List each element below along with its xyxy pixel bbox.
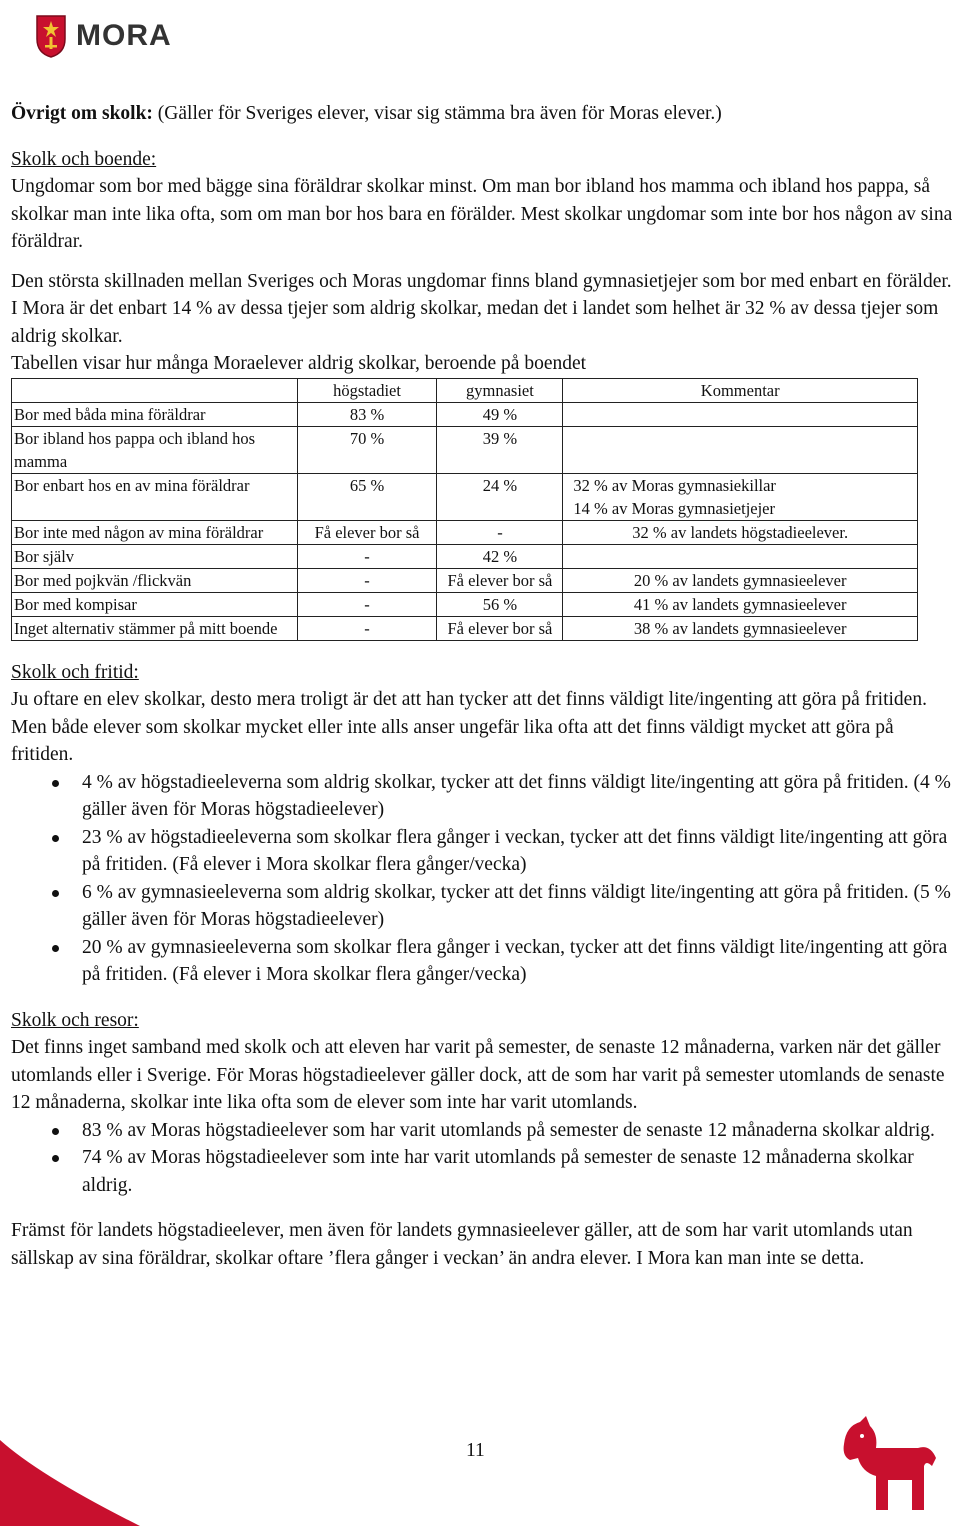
- page-content: [11, 100, 956, 1272]
- resor-closing-paragraph: Främst för landets högstadieelever, men även för landets gymnasieelever gäller, att de som har varit utomlands utan sällskap av sina föräldrar, skolkar oftare ’flera gånger i veckan’ än andra elever. I Mora kan man inte se detta.: [11, 1220, 913, 1269]
- table-header-cell: Kommentar: [563, 378, 918, 402]
- table-cell: Bor inte med någon av mina föräldrar: [12, 520, 298, 544]
- table-row: [12, 568, 918, 592]
- table-cell: 70 %: [297, 426, 437, 473]
- table-cell: 38 % av landets gymnasieelever: [563, 616, 918, 640]
- list-item: 83 % av Moras högstadieelever som har varit utomlands på semester de senaste 12 månaderna skolkar aldrig.: [11, 1117, 956, 1145]
- resor-bullet-list: [11, 1117, 956, 1200]
- table-cell: -: [437, 520, 563, 544]
- table-cell: 32 % av Moras gymnasiekillar 14 % av Moras gymnasietjejer: [563, 473, 918, 520]
- table-cell: [563, 544, 918, 568]
- intro-lead: Övrigt om skolk:: [11, 103, 153, 124]
- table-row: [12, 520, 918, 544]
- table-row: [12, 402, 918, 426]
- table-cell: -: [297, 616, 437, 640]
- table-cell: Få elever bor så: [297, 520, 437, 544]
- boende-table: [11, 378, 918, 641]
- table-header-row: [12, 378, 918, 402]
- boende-paragraph-1: Ungdomar som bor med bägge sina föräldrar skolkar minst. Om man bor ibland hos mamma och ibland hos pappa, så skolkar man inte lika ofta, som om man bor hos bara en förälder. Mest skolkar ungdomar som inte bor hos någon av sina föräldrar.: [11, 176, 953, 252]
- table-cell: [563, 426, 918, 473]
- table-cell: Bor ibland hos pappa och ibland hos mamma: [12, 426, 298, 473]
- table-row: [12, 544, 918, 568]
- table-cell: 83 %: [297, 402, 437, 426]
- table-cell: 41 % av landets gymnasieelever: [563, 592, 918, 616]
- table-header-cell: [12, 378, 298, 402]
- table-cell: Bor enbart hos en av mina föräldrar: [12, 473, 298, 520]
- table-cell: Bor med kompisar: [12, 592, 298, 616]
- fritid-bullet-list: [11, 769, 956, 989]
- dala-horse-icon: [832, 1414, 942, 1514]
- table-row: [12, 592, 918, 616]
- table-cell: -: [297, 568, 437, 592]
- table-cell: -: [297, 592, 437, 616]
- table-cell: 20 % av landets gymnasieelever: [563, 568, 918, 592]
- table-row: [12, 426, 918, 473]
- intro-rest: (Gäller för Sveriges elever, visar sig stämma bra även för Moras elever.): [152, 103, 722, 124]
- table-header-cell: högstadiet: [297, 378, 437, 402]
- list-item: 20 % av gymnasieeleverna som skolkar flera gånger i veckan, tycker att det finns väldigt lite/ingenting att göra på fritiden. (Få elever i Mora skolkar flera gånger/vecka): [11, 934, 956, 989]
- boende-paragraph-2: Den största skillnaden mellan Sveriges och Moras ungdomar finns bland gymnasietjejer som bor med enbart en förälder. I Mora är det enbart 14 % av dessa tjejer som aldrig skolkar, medan det i landet som helhet är 32 % av dessa tjejer som aldrig skolkar.: [11, 270, 952, 347]
- table-cell: 42 %: [437, 544, 563, 568]
- table-cell: 56 %: [437, 592, 563, 616]
- table-cell: 49 %: [437, 402, 563, 426]
- table-cell: Bor med båda mina föräldrar: [12, 402, 298, 426]
- table-header-cell: gymnasiet: [437, 378, 563, 402]
- table-cell: 65 %: [297, 473, 437, 520]
- section-heading-boende: Skolk och boende:: [11, 148, 157, 170]
- list-item: 74 % av Moras högstadieelever som inte har varit utomlands på semester de senaste 12 månaderna skolkar aldrig.: [11, 1144, 956, 1199]
- fritid-paragraph: Ju oftare en elev skolkar, desto mera troligt är det att han tycker att det finns väldigt lite/ingenting att göra på fritiden. Men både elever som skolkar mycket eller inte alls anser ungefär lika ofta att det finns väldigt mycket att göra på fritiden.: [11, 689, 927, 765]
- table-cell: 24 %: [437, 473, 563, 520]
- table-row: [12, 616, 918, 640]
- mora-logo: [34, 12, 172, 60]
- list-item: 4 % av högstadieeleverna som aldrig skolkar, tycker att det finns väldigt lite/ingenting att göra på fritiden. (4 % gäller även för Moras högstadieelever): [11, 769, 956, 824]
- table-row: [12, 473, 918, 520]
- table-cell: Inget alternativ stämmer på mitt boende: [12, 616, 298, 640]
- resor-paragraph: Det finns inget samband med skolk och att eleven har varit på semester, de senaste 12 månaderna, varken när det gäller utomlands eller i Sverige. För Moras högstadieelever gäller dock, att de som har varit på semester utomlands de senaste 12 månaderna, skolkar inte lika ofta som de elever som inte har varit utomlands.: [11, 1037, 945, 1113]
- intro-paragraph: [11, 100, 956, 128]
- corner-swoosh-decoration: [0, 1436, 140, 1526]
- table-cell: [563, 402, 918, 426]
- coat-of-arms-icon: [34, 13, 68, 59]
- logo-text: MORA: [76, 19, 172, 52]
- page-number: 11: [466, 1440, 485, 1461]
- table-cell: Bor själv: [12, 544, 298, 568]
- list-item: 23 % av högstadieeleverna som skolkar flera gånger i veckan, tycker att det finns väldigt lite/ingenting att göra på fritiden. (Få elever i Mora skolkar flera gånger/vecka): [11, 824, 956, 879]
- table-cell: 32 % av landets högstadieelever.: [563, 520, 918, 544]
- table-cell: Bor med pojkvän /flickvän: [12, 568, 298, 592]
- table-cell: 39 %: [437, 426, 563, 473]
- table-cell: -: [297, 544, 437, 568]
- table-caption: Tabellen visar hur många Moraelever aldrig skolkar, beroende på boendet: [11, 353, 587, 374]
- section-heading-fritid: Skolk och fritid:: [11, 661, 139, 683]
- table-cell: Få elever bor så: [437, 616, 563, 640]
- list-item: 6 % av gymnasieeleverna som aldrig skolkar, tycker att det finns väldigt lite/ingenting att göra på fritiden. (5 % gäller även för Moras högstadieelever): [11, 879, 956, 934]
- table-cell: Få elever bor så: [437, 568, 563, 592]
- section-heading-resor: Skolk och resor:: [11, 1009, 139, 1031]
